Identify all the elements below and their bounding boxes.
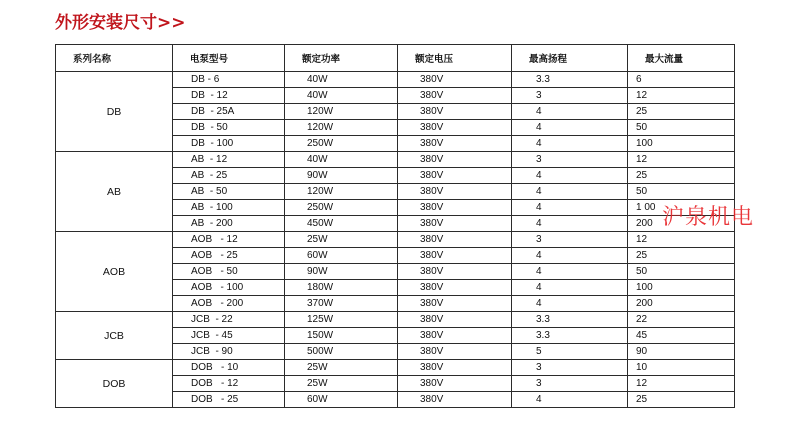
voltage-cell: 380V (398, 120, 512, 136)
model-cell: DB - 50 (173, 120, 285, 136)
voltage-cell: 380V (398, 216, 512, 232)
header-power: 额定功率 (285, 45, 398, 72)
model-cell: JCB - 22 (173, 312, 285, 328)
model-cell: DB - 100 (173, 136, 285, 152)
head-cell: 4 (512, 200, 628, 216)
head-cell: 3.3 (512, 72, 628, 88)
head-cell: 3.3 (512, 312, 628, 328)
flow-cell: 90 (628, 344, 735, 360)
flow-cell: 12 (628, 152, 735, 168)
power-cell: 25W (285, 360, 398, 376)
model-cell: DOB - 10 (173, 360, 285, 376)
voltage-cell: 380V (398, 152, 512, 168)
power-cell: 25W (285, 232, 398, 248)
model-cell: JCB - 90 (173, 344, 285, 360)
power-cell: 150W (285, 328, 398, 344)
table-row (56, 232, 735, 248)
flow-cell: 10 (628, 360, 735, 376)
flow-cell: 50 (628, 184, 735, 200)
flow-cell: 1 00 (628, 200, 735, 216)
head-cell: 4 (512, 168, 628, 184)
power-cell: 125W (285, 312, 398, 328)
flow-cell: 25 (628, 104, 735, 120)
head-cell: 4 (512, 184, 628, 200)
series-cell: DOB (56, 360, 173, 408)
head-cell: 4 (512, 248, 628, 264)
voltage-cell: 380V (398, 184, 512, 200)
model-cell: AOB - 25 (173, 248, 285, 264)
head-cell: 5 (512, 344, 628, 360)
power-cell: 250W (285, 200, 398, 216)
model-cell: DB - 12 (173, 88, 285, 104)
header-voltage: 额定电压 (398, 45, 512, 72)
header-series: 系列名称 (56, 45, 173, 72)
table-body (56, 72, 735, 408)
flow-cell: 25 (628, 248, 735, 264)
voltage-cell: 380V (398, 72, 512, 88)
model-cell: AOB - 200 (173, 296, 285, 312)
model-cell: AB - 25 (173, 168, 285, 184)
table-header-row (56, 45, 735, 72)
head-cell: 3 (512, 360, 628, 376)
spec-table (55, 44, 735, 408)
flow-cell: 12 (628, 88, 735, 104)
head-cell: 4 (512, 296, 628, 312)
voltage-cell: 380V (398, 200, 512, 216)
head-cell: 4 (512, 280, 628, 296)
power-cell: 90W (285, 168, 398, 184)
series-cell: AOB (56, 232, 173, 312)
flow-cell: 200 (628, 296, 735, 312)
voltage-cell: 380V (398, 376, 512, 392)
flow-cell: 25 (628, 392, 735, 408)
series-cell: DB (56, 72, 173, 152)
flow-cell: 100 (628, 136, 735, 152)
head-cell: 3 (512, 376, 628, 392)
flow-cell: 100 (628, 280, 735, 296)
model-cell: AOB - 50 (173, 264, 285, 280)
flow-cell: 22 (628, 312, 735, 328)
series-cell: JCB (56, 312, 173, 360)
voltage-cell: 380V (398, 168, 512, 184)
header-model: 电泵型号 (173, 45, 285, 72)
flow-cell: 12 (628, 232, 735, 248)
power-cell: 40W (285, 88, 398, 104)
head-cell: 4 (512, 136, 628, 152)
voltage-cell: 380V (398, 344, 512, 360)
voltage-cell: 380V (398, 104, 512, 120)
flow-cell: 45 (628, 328, 735, 344)
voltage-cell: 380V (398, 280, 512, 296)
model-cell: AB - 100 (173, 200, 285, 216)
model-cell: AOB - 12 (173, 232, 285, 248)
head-cell: 3 (512, 232, 628, 248)
head-cell: 4 (512, 216, 628, 232)
power-cell: 450W (285, 216, 398, 232)
header-head: 最高扬程 (512, 45, 628, 72)
table-row (56, 312, 735, 328)
head-cell: 3 (512, 152, 628, 168)
model-cell: AOB - 100 (173, 280, 285, 296)
flow-cell: 50 (628, 120, 735, 136)
power-cell: 180W (285, 280, 398, 296)
model-cell: AB - 200 (173, 216, 285, 232)
next-section-fragment (55, 424, 125, 432)
power-cell: 120W (285, 104, 398, 120)
voltage-cell: 380V (398, 88, 512, 104)
head-cell: 3 (512, 88, 628, 104)
model-cell: DB - 25A (173, 104, 285, 120)
flow-cell: 6 (628, 72, 735, 88)
series-cell: AB (56, 152, 173, 232)
power-cell: 500W (285, 344, 398, 360)
table-row (56, 72, 735, 88)
model-cell: DB - 6 (173, 72, 285, 88)
page-title: 外形安装尺寸>> (55, 13, 186, 33)
table-row (56, 152, 735, 168)
model-cell: AB - 50 (173, 184, 285, 200)
model-cell: JCB - 45 (173, 328, 285, 344)
voltage-cell: 380V (398, 248, 512, 264)
model-cell: DOB - 25 (173, 392, 285, 408)
model-cell: DOB - 12 (173, 376, 285, 392)
power-cell: 40W (285, 152, 398, 168)
head-cell: 4 (512, 264, 628, 280)
flow-cell: 50 (628, 264, 735, 280)
header-flow: 最大流量 (628, 45, 735, 72)
table-row (56, 360, 735, 376)
voltage-cell: 380V (398, 392, 512, 408)
power-cell: 250W (285, 136, 398, 152)
voltage-cell: 380V (398, 264, 512, 280)
head-cell: 3.3 (512, 328, 628, 344)
voltage-cell: 380V (398, 136, 512, 152)
voltage-cell: 380V (398, 328, 512, 344)
head-cell: 4 (512, 104, 628, 120)
power-cell: 25W (285, 376, 398, 392)
power-cell: 60W (285, 248, 398, 264)
power-cell: 90W (285, 264, 398, 280)
power-cell: 40W (285, 72, 398, 88)
voltage-cell: 380V (398, 360, 512, 376)
power-cell: 370W (285, 296, 398, 312)
flow-cell: 25 (628, 168, 735, 184)
voltage-cell: 380V (398, 312, 512, 328)
power-cell: 60W (285, 392, 398, 408)
flow-cell: 12 (628, 376, 735, 392)
model-cell: AB - 12 (173, 152, 285, 168)
power-cell: 120W (285, 120, 398, 136)
watermark: 沪泉机电 (662, 205, 755, 230)
flow-cell: 200 (628, 216, 735, 232)
head-cell: 4 (512, 392, 628, 408)
voltage-cell: 380V (398, 232, 512, 248)
voltage-cell: 380V (398, 296, 512, 312)
head-cell: 4 (512, 120, 628, 136)
power-cell: 120W (285, 184, 398, 200)
